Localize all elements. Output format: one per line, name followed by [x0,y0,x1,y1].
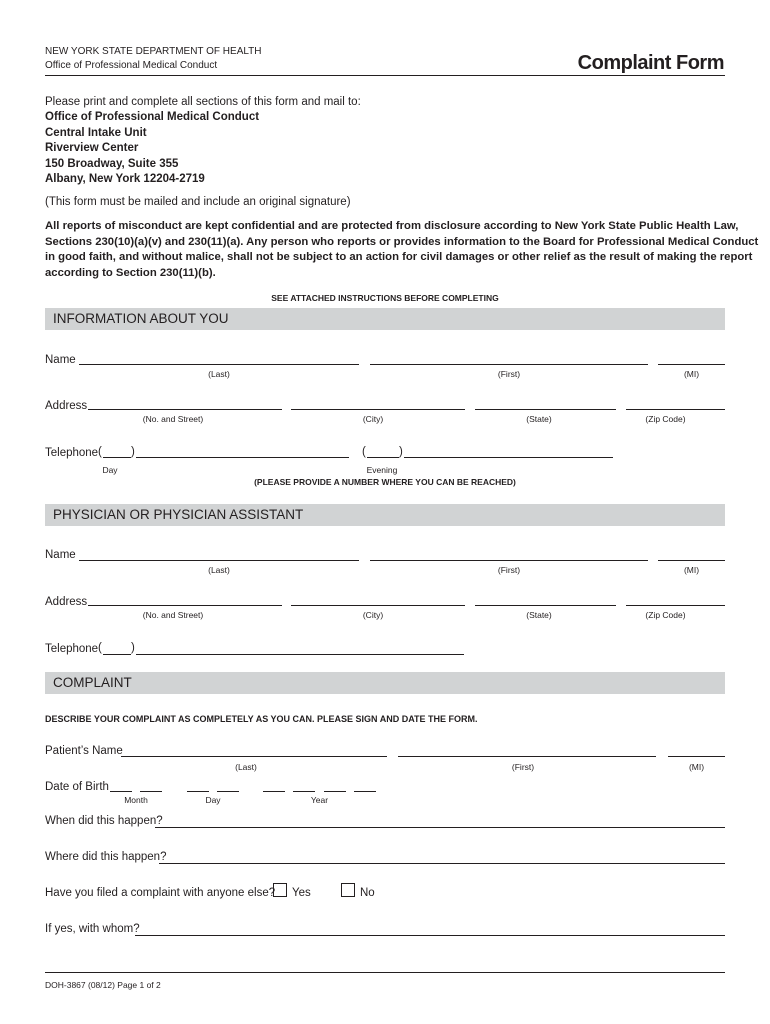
evening-area-code-field[interactable] [367,457,399,458]
caption-month: Month [124,795,148,805]
mail-intro: Please print and complete all sections of this form and mail to: [45,96,361,108]
caption-evening: Evening [366,465,398,475]
office-name: Office of Professional Medical Conduct [45,60,218,71]
dob-month-1[interactable] [110,791,132,792]
dob-year-1[interactable] [263,791,285,792]
section-title: PHYSICIAN OR PHYSICIAN ASSISTANT [53,507,304,522]
mail-address-line: Office of Professional Medical Conduct [45,111,260,123]
caption-state: (State) [526,414,552,424]
address-label: Address [45,400,88,412]
caption-zip: (Zip Code) [645,610,686,620]
caption-last: (Last) [208,565,230,575]
filed-label: Have you filed a complaint with anyone else? [45,887,276,899]
form-code: DOH-3867 (08/12) Page 1 of 2 [45,980,161,990]
street-field[interactable] [88,409,282,410]
caption-street: (No. and Street) [142,610,204,620]
confidential-line: All reports of misconduct are kept confidential and are protected from disclosure according to New York State Public Health Law, [45,220,739,232]
caption-mi: (MI) [683,565,700,575]
agency-name: NEW YORK STATE DEPARTMENT OF HEALTH [45,46,262,57]
first-name-field[interactable] [370,364,648,365]
mi-field[interactable] [658,364,725,365]
confidential-line: in good faith, and without malice, shall not be subject to an action for civil damages or other relief as the result of making the report [45,251,753,263]
patient-mi-field[interactable] [668,756,725,757]
reach-note: (PLEASE PROVIDE A NUMBER WHERE YOU CAN BE REACHED) [254,477,516,487]
physician-phone-field[interactable] [136,654,464,655]
dob-month-2[interactable] [140,791,162,792]
section-header-physician [45,504,725,526]
yes-checkbox[interactable] [273,883,287,897]
telephone-label: Telephone [45,447,99,459]
caption-last: (Last) [235,762,257,772]
section-header-you [45,308,725,330]
zip-field[interactable] [626,409,725,410]
telephone-label: Telephone [45,643,99,655]
no-checkbox[interactable] [341,883,355,897]
caption-mi: (MI) [683,369,700,379]
footer-rule [45,972,725,973]
header-rule [45,75,725,76]
confidential-line: Sections 230(10)(a)(v) and 230(11)(a). Any person who reports or provides information to the Board for Professional Medical Conduct [45,235,759,248]
caption-city: (City) [362,610,384,620]
dob-day-1[interactable] [187,791,209,792]
form-title: Complaint Form [577,52,724,74]
describe-instruction: DESCRIBE YOUR COMPLAINT AS COMPLETELY AS YOU CAN. PLEASE SIGN AND DATE THE FORM. [45,714,478,724]
whom-field[interactable] [135,935,725,936]
caption-day: Day [102,465,118,475]
mail-address-line: 150 Broadway, Suite 355 [45,158,179,170]
physician-state-field[interactable] [475,605,616,606]
area-code-open: ( [98,642,102,654]
physician-area-code-field[interactable] [103,654,131,655]
confidential-line: according to Section 230(11)(b). [45,266,216,279]
evening-phone-field[interactable] [404,457,613,458]
caption-mi: (MI) [688,762,705,772]
patient-name-label: Patient’s Name [45,745,123,757]
when-field[interactable] [155,827,725,828]
day-phone-field[interactable] [136,457,349,458]
physician-mi-field[interactable] [658,560,725,561]
dob-label: Date of Birth [45,781,109,793]
name-label: Name [45,354,76,366]
caption-street: (No. and Street) [142,414,204,424]
patient-last-name-field[interactable] [121,756,387,757]
mail-address-line: Riverview Center [45,142,139,154]
instructions-note: SEE ATTACHED INSTRUCTIONS BEFORE COMPLETING [271,293,499,303]
mail-address-line: Central Intake Unit [45,127,147,139]
where-label: Where did this happen? [45,851,167,863]
physician-last-name-field[interactable] [79,560,359,561]
caption-first: (First) [511,762,535,772]
no-label: No [360,887,375,899]
physician-street-field[interactable] [88,605,282,606]
whom-label: If yes, with whom? [45,923,140,935]
city-field[interactable] [291,409,465,410]
dob-year-2[interactable] [293,791,315,792]
when-label: When did this happen? [45,815,163,827]
caption-state: (State) [526,610,552,620]
confidential-notice [45,219,758,281]
last-name-field[interactable] [79,364,359,365]
mail-address-line: Albany, New York 12204-2719 [45,173,205,185]
caption-last: (Last) [208,369,230,379]
caption-city: (City) [362,414,384,424]
physician-city-field[interactable] [291,605,465,606]
address-label: Address [45,596,88,608]
caption-first: (First) [497,565,521,575]
caption-year: Year [310,795,329,805]
caption-zip: (Zip Code) [645,414,686,424]
area-code-open: ( [362,446,366,458]
mail-note: (This form must be mailed and include an original signature) [45,196,351,208]
area-code-open: ( [98,446,102,458]
area-code-close: ) [131,642,135,654]
section-header-complaint [45,672,725,694]
yes-label: Yes [292,887,311,899]
name-label: Name [45,549,76,561]
dob-year-3[interactable] [324,791,346,792]
dob-day-2[interactable] [217,791,239,792]
area-code-close: ) [399,446,403,458]
physician-first-name-field[interactable] [370,560,648,561]
physician-zip-field[interactable] [626,605,725,606]
where-field[interactable] [159,863,725,864]
dob-year-4[interactable] [354,791,376,792]
day-area-code-field[interactable] [103,457,131,458]
area-code-close: ) [131,446,135,458]
patient-first-name-field[interactable] [398,756,656,757]
caption-day: Day [205,795,221,805]
section-title: INFORMATION ABOUT YOU [53,311,229,326]
section-title: COMPLAINT [53,675,132,690]
caption-first: (First) [497,369,521,379]
state-field[interactable] [475,409,616,410]
